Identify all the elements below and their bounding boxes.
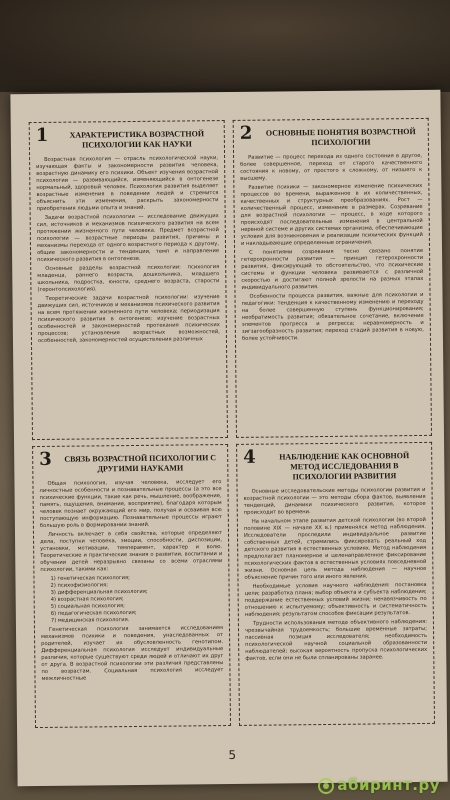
watermark [318,776,440,794]
card-title: СВЯЗЬ ВОЗРАСТНОЙ ПСИХОЛОГИИ С ДРУГИМИ НАУКАМИ [64,453,217,474]
paragraph: Необходимые условия научного наблюдения: постановка цели; разработка плана; выбор объекта и субъекта наблюдения; поддержание естественных условий жизни; ненавязчивость по отношению к испытуемому; объективность и систематичность наблюдения; результатом способов фиксации результатов. [244,581,427,618]
card-number: 3 [39,448,52,470]
card-2 [233,118,432,438]
background-shadow [0,0,450,92]
card-title: ХАРАКТЕРИСТИКА ВОЗРАСТНОЙ ПСИХОЛОГИИ КАК НАУКИ [69,129,205,150]
paragraph: Личность включает в себя свойства, которые определяют дела, поступки человека, эмоции, способности, диспозиции, установки, мотивации, темперамент, характер и волю. Теоретические и практические знания о развитии, воспитании и обучении детей неразрывно связаны со всеми отраслями психологии, такими как: [40,530,223,573]
paragraph: Особенности процесса развития, важные для психологии и педагогики: тенденция к качественному изменению и переходу на более совершенную ступень функционирования; необратимость развития; обязательное сочетание, включение элементов прогресса и регресса; неравномерность и зигзагообразность развития; переход стадий развития в новую, более устойчивости. [241,291,424,342]
list-item: 3) дифференциальная психология; [50,588,148,596]
card-number: 2 [239,122,253,144]
list-item: 6) педагогическая психология; [50,609,137,617]
card-body [244,487,428,663]
labyrinth-logo-icon [318,778,334,794]
list-item: 4) возрастная психология; [50,596,124,603]
card-number: 4 [243,446,256,468]
page-number: 5 [228,747,237,763]
psychology-branches-list [50,574,223,625]
paragraph: Основные разделы возрастной психологии: психология младенца, раннего возраста, дошкольника, младшего школьника, подростка, юности, среднего возраста, старости (геронтопсихология). [37,264,220,293]
card-4 [236,442,435,726]
paragraph: Теоретические задачи возрастной психологии: изучение движущих сил, источников и механизмов психического развития на всем протяжении жизненного пути человека; периодизация психического развития в онтогенезе; изучение возрастных особенностей и закономерностей протекания психических процессов; установление возрастных возможностей, особенностей, закономерностей осуществления различных [37,294,220,344]
paragraph: Развитие психики — закономерное изменение психических процессов во времени, выраженное в их количественных, качественных и структурных преобразованиях. Рост — количественный процесс, изменение в размерах. Созревание для возрастной психологии — процесс, в ходе которого происходят последовательные изменения в центральной нервной системе и других системах организма, обеспечивающие условия для возникновения и реализации психических функций и накладывающие определенные ограничения. [240,182,423,247]
paragraph: Основные исследовательские методы психологии развития и возрастной психологии — это методы сбора фактов, выявления тенденций, динамики психического развития, которое происходит во времени. [243,486,426,516]
card-title: ОСНОВНЫЕ ПОНЯТИЯ ВОЗРАСТНОЙ ПСИХОЛОГИИ [265,127,416,148]
watermark-text: абиринт.ру [337,776,440,794]
paragraph: С понятиями созревания тесно связано понятие гетерохронности развития — принцип гетерохронности развития, фиксирующий то обстоятельство, что психические системы и функции человека развиваются с различной скоростью и достигают полной зрелости на разных этапах индивидуального развития. [241,247,424,291]
list-item: 7) медицинская психология. [50,617,130,624]
list-item: 2) психофизиология; [50,582,108,589]
list-item: 5) социальная психология; [50,603,125,610]
card-body [240,153,424,343]
paragraph: Генетическая психология занимается исследованием механизмов психики и поведения, унаследованных от родителей, изучает их обусловленность генотипом. Дифференциальная психология исследует индивидуальные различия, которые существуют среди людей и отличают их друг от друга. В возрастной психологии эти различия представлены по возрастам. Социальная психология исследует межличностные [41,625,224,682]
card-body [36,155,220,345]
paragraph: На начальном этапе развития детской психологии (во второй половине XIX — начале XX в.) применялся метод наблюдения. Исследователи проследили индивидуальное развитие собственных детей, стремились фиксировать реальный ход детского развития в естественных условиях. Метод наблюдения предполагает планомерное и целенаправленное фиксирование психологических фактов в естественных условиях повседневной жизни. Основная цель метода наблюдения — научное объяснение причин того или иного явления. [243,516,427,581]
card-number: 1 [35,124,49,147]
card-1 [29,120,228,440]
paragraph: Общая психология, изучая человека, исследует его личностные особенности и познавательные процессы (а это все психические функции, такие как речь, мышление, воображение, память, ощущения, внимание, восприятие), благодаря которым человек познает окружающий его мир, получая и осваивая всю поступающую информацию. Познавательные процессы играют большую роль в формировании знаний. [39,479,222,529]
paragraph: Задачи возрастной психологии — исследование движущих сил, источников и механизмов психического развития на всем протяжении жизненного пути человека. Предмет возрастной психологии — возрастные периоды развития, причины и механизмы перехода от одного возрастного периода к другому, общие закономерности и тенденции, темп и направление психического развития в онтогенезе. [36,213,220,263]
card-3 [32,444,231,728]
list-item: 1) генетическая психология; [50,575,130,582]
card-body [39,479,223,683]
paragraph: Развитие — процесс перехода из одного состояния в другое, более совершенное, переход от старого качественного состояния к новому, от простого к сложному, от низшего к высшему. [240,152,423,182]
paragraph: Возрастная психология — отрасль психологической науки, изучающая факты и закономерности развития человека, возрастную динамику его психики. Объект изучения возрастной психологии — развивающийся, изменяющийся в онтогенезе нормальный, здоровый человек. Психология развития выделяет возрастные изменения в поведении людей и стремится объяснить эти изменения, раскрыть закономерности приобретения людьми опыта и знаний. [36,155,219,213]
paragraph: Трудности использования метода объективного наблюдения: чрезвычайная трудоемкость; большие временные затраты; пассивная позиция исследователя; необходимость психологической научной социальной образованности наблюдателей; высокая вероятность пропуска психологических фактов, если они не были спланированы заранее. [244,618,428,662]
book-page [10,90,447,786]
card-title: НАБЛЮДЕНИЕ КАК ОСНОВНОЙ МЕТОД ИССЛЕДОВАНИЯ В ПСИХОЛОГИИ РАЗВИТИЯ [279,451,410,482]
